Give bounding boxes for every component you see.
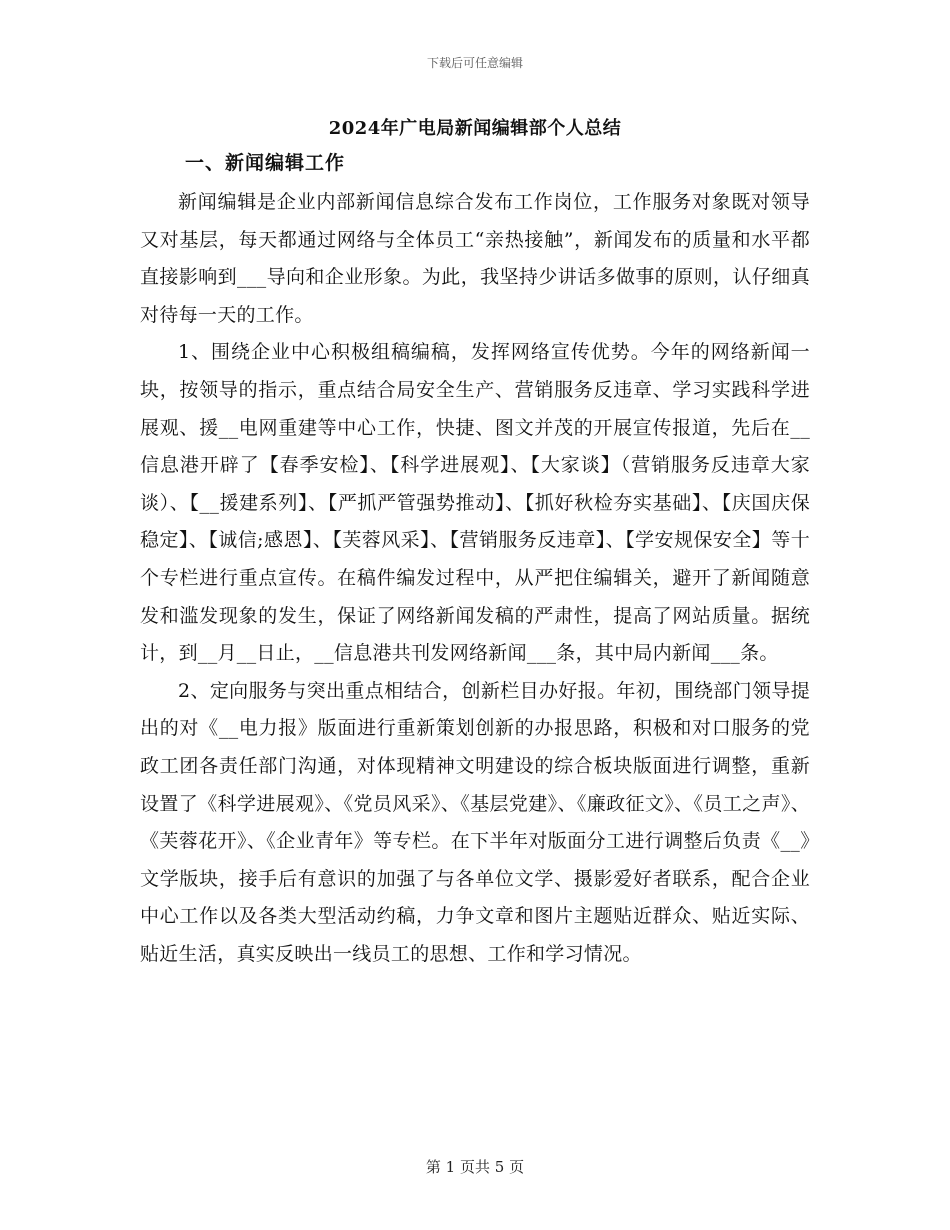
- paragraph-intro: 新闻编辑是企业内部新闻信息综合发布工作岗位，工作服务对象既对领导又对基层，每天都通过网络与全体员工“亲热接触”，新闻发布的质量和水平都直接影响到___导向和企业形象。为此，我坚持少讲话多做事的原则，认仔细真对待每一天的工作。: [140, 191, 810, 326]
- paragraph-item-2: 2、定向服务与突出重点相结合，创新栏目办好报。年初，围绕部门领导提出的对《__电力报》版面进行重新策划创新的办报思路，积极和对口服务的党政工团各责任部门沟通，对体现精神文明建设的综合板块版面进行调整，重新设置了《科学进展观》、《党员风采》、《基层党建》、《廉政征文》、《员工之声》、《芙蓉花开》、《企业青年》等专栏。在下半年对版面分工进行调整后负责《__》文学版块，接手后有意识的加强了与各单位文学、摄影爱好者联系，配合企业中心工作以及各类大型活动约稿，力争文章和图片主题贴近群众、贴近实际、贴近生活，真实反映出一线员工的思想、工作和学习情况。: [140, 679, 810, 965]
- page-header-note: 下载后可任意编辑: [426, 56, 523, 70]
- page-number: 第 1 页共 5 页: [425, 1158, 525, 1176]
- document-body: [140, 184, 810, 973]
- section-heading: 一、新闻编辑工作: [185, 152, 346, 174]
- document-title: 2024年广电局新闻编辑部个人总结: [328, 118, 622, 139]
- paragraph-item-1: 1、围绕企业中心积极组稿编稿，发挥网络宣传优势。今年的网络新闻一块，按领导的指示，重点结合局安全生产、营销服务反违章、学习实践科学进展观、援__电网重建等中心工作，快捷、图文并茂的开展宣传报道，先后在__信息港开辟了【春季安检】、【科学进展观】、【大家谈】（营销服务反违章大家谈）、【__援建系列】、【严抓严管强势推动】、【抓好秋检夯实基础】、【庆国庆保稳定】、【诚信;感恩】、【芙蓉风采】、【营销服务反违章】、【学安规保安全】等十个专栏进行重点宣传。在稿件编发过程中，从严把住编辑关，避开了新闻随意发和滥发现象的发生，保证了网络新闻发稿的严肃性，提高了网站质量。据统计，到__月__日止，__信息港共刊发网络新闻___条，其中局内新闻___条。: [140, 341, 810, 665]
